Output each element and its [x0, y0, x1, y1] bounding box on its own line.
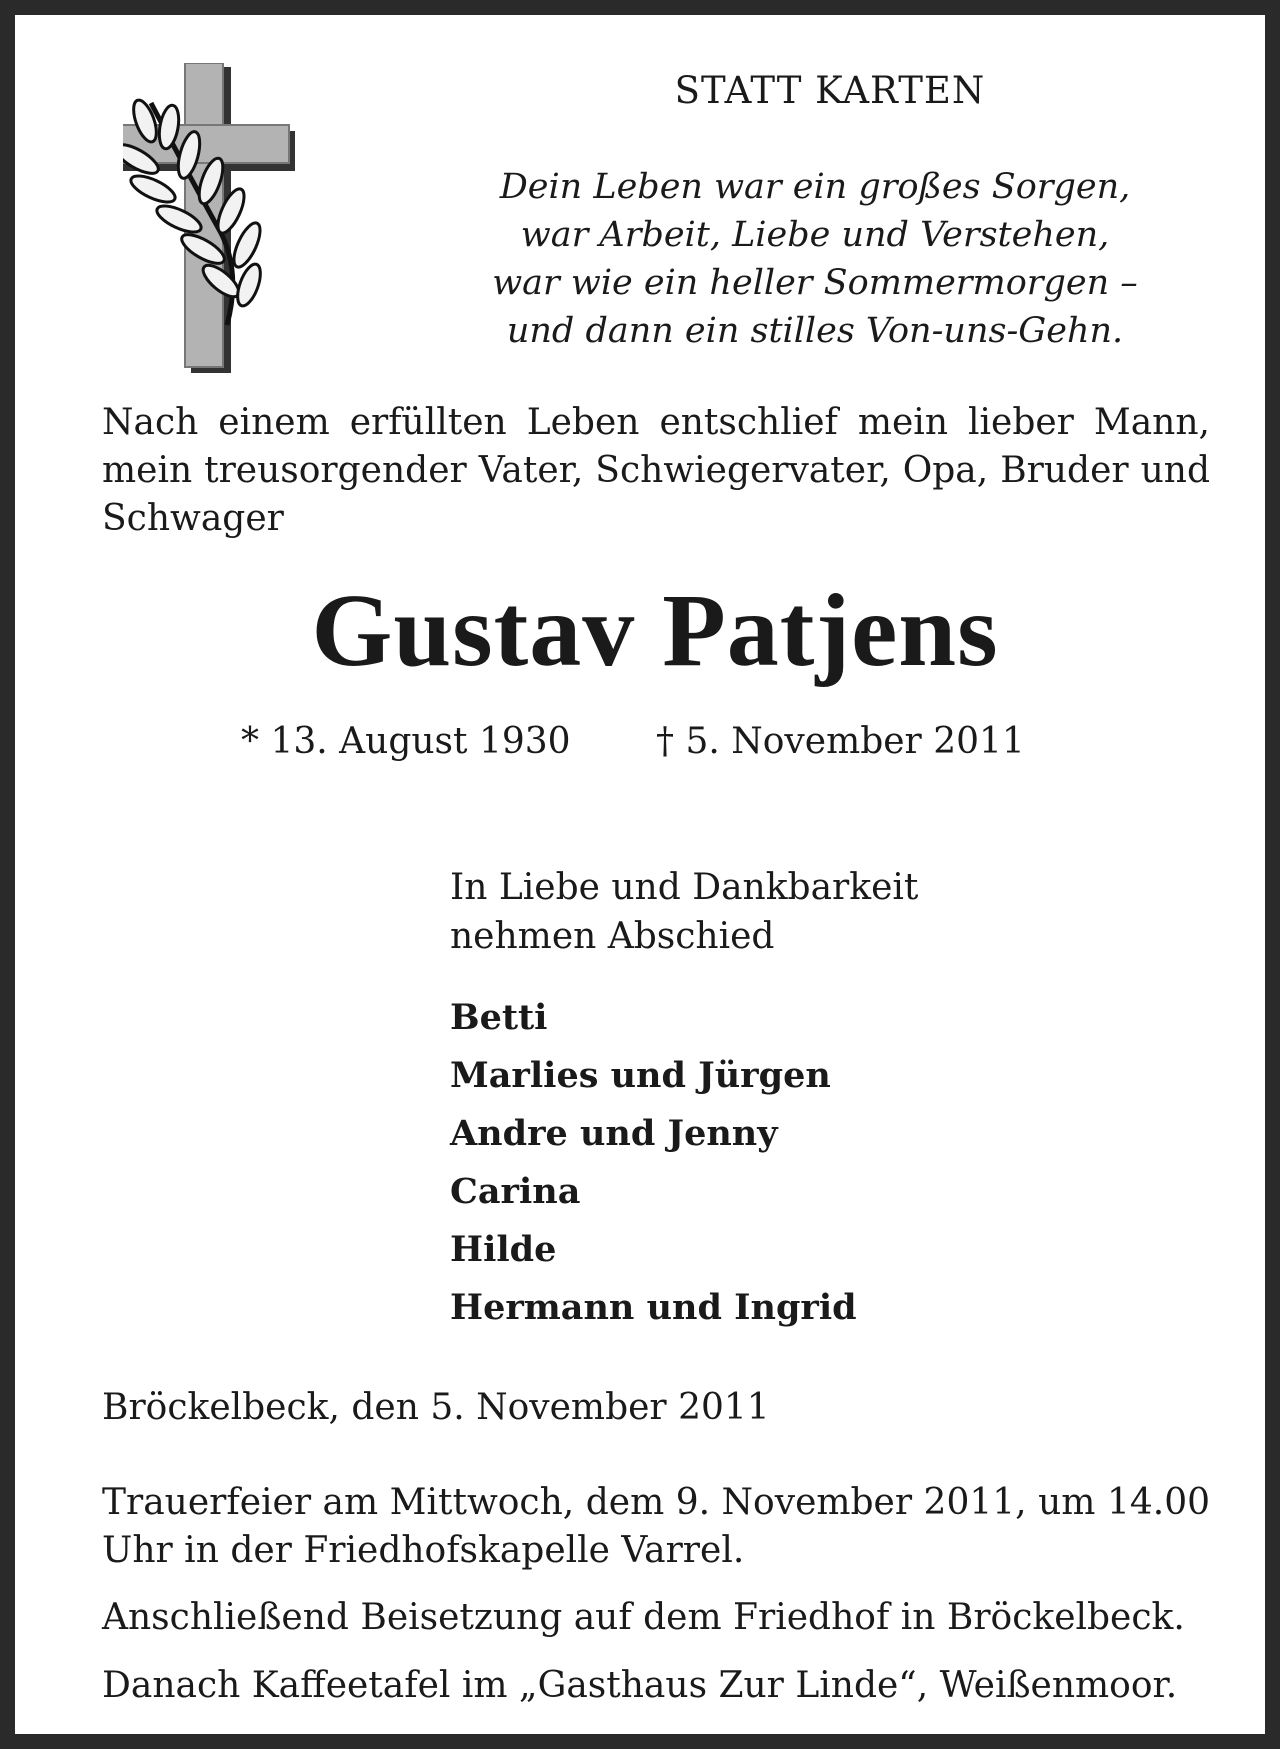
- intro-text: Nach einem erfüllten Leben entschlief mein lieber Mann, mein treusorgender Vater, Schwiegervater, Opa, Bruder und Schwager: [102, 402, 1210, 539]
- ceremony-info: Trauerfeier am Mittwoch, dem 9. November 2011, um 14.00 Uhr in der Friedhofskapelle Varrel.: [102, 1482, 1210, 1571]
- mourner: Andre und Jenny: [450, 1113, 778, 1154]
- coffee-info: Danach Kaffeetafel im „Gasthaus Zur Linde“, Weißenmoor.: [102, 1665, 1178, 1706]
- burial-info: Anschließend Beisetzung auf dem Friedhof in Bröckelbeck.: [102, 1597, 1185, 1638]
- mourners-list: [450, 989, 1150, 1337]
- statt-karten-heading: STATT KARTEN: [674, 69, 986, 112]
- mourner: Marlies und Jürgen: [450, 1055, 831, 1096]
- place-and-date: Bröckelbeck, den 5. November 2011: [102, 1387, 770, 1428]
- poem-line: war Arbeit, Liebe und Verstehen,: [520, 215, 1110, 255]
- farewell-line: In Liebe und Dankbarkeit: [450, 867, 919, 908]
- deceased-name: Gustav Patjens: [311, 573, 999, 688]
- farewell-text: [450, 863, 1150, 961]
- death-date: † 5. November 2011: [656, 721, 1025, 762]
- life-dates: [241, 721, 1141, 762]
- poem-line: und dann ein stilles Von-uns-Gehn.: [506, 311, 1124, 351]
- mourner: Carina: [450, 1171, 581, 1212]
- birth-date: * 13. August 1930: [241, 721, 571, 762]
- poem-line: Dein Leben war ein großes Sorgen,: [499, 167, 1131, 207]
- mourner: Hermann und Ingrid: [450, 1287, 857, 1328]
- cross-with-palm-branch-icon: [123, 63, 323, 375]
- poem: [445, 163, 1185, 355]
- mourner: Hilde: [450, 1229, 557, 1270]
- mourner: Betti: [450, 997, 548, 1038]
- poem-line: war wie ein heller Sommermorgen –: [492, 263, 1138, 303]
- farewell-line: nehmen Abschied: [450, 916, 775, 957]
